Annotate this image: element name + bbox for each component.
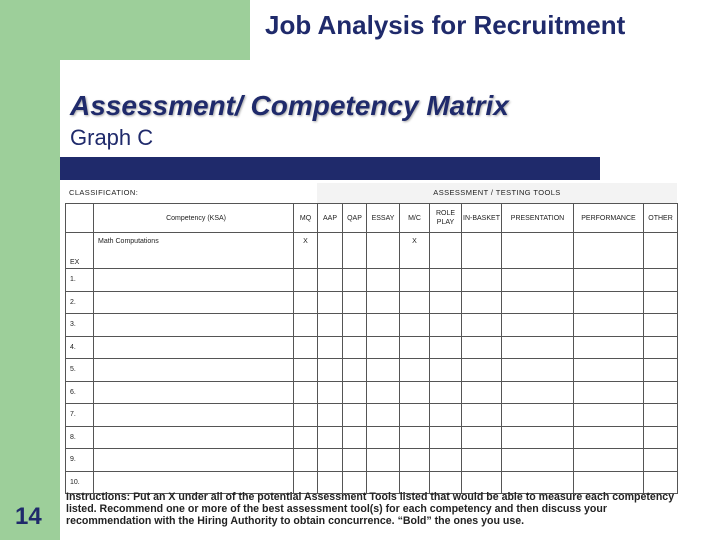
tool-cell[interactable] [462,269,502,292]
tool-cell[interactable] [294,449,318,472]
tool-cell[interactable] [318,449,343,472]
tool-cell[interactable] [644,381,678,404]
matrix-row [66,404,678,427]
example-mark-other[interactable] [644,233,678,269]
row-number: 9. [66,449,94,472]
example-row [66,233,678,269]
row-number: 4. [66,336,94,359]
competency-matrix [65,183,677,488]
tool-cell[interactable] [400,426,430,449]
competency-cell[interactable] [94,359,294,382]
tool-header-presentation: PRESENTATION [502,204,574,233]
matrix-table [65,203,678,494]
row-number: 2. [66,291,94,314]
tool-header-role-play: ROLE PLAY [430,204,462,233]
tool-cell[interactable] [574,449,644,472]
tool-cell[interactable] [318,336,343,359]
matrix-row [66,269,678,292]
tool-cell[interactable] [462,359,502,382]
matrix-row [66,426,678,449]
page-number: 14 [15,503,42,530]
slide-title: Job Analysis for Recruitment [265,10,626,40]
tool-cell[interactable] [294,381,318,404]
tool-cell[interactable] [430,426,462,449]
example-mark-presentation[interactable] [502,233,574,269]
tool-cell[interactable] [400,359,430,382]
tool-cell[interactable] [502,336,574,359]
competency-cell[interactable] [94,426,294,449]
tool-cell[interactable] [644,404,678,427]
tool-header-qap: QAP [343,204,367,233]
example-mark-in-basket[interactable] [462,233,502,269]
green-side-block [0,60,60,540]
matrix-row [66,314,678,337]
matrix-row [66,336,678,359]
tool-cell[interactable] [294,269,318,292]
tool-cell[interactable] [644,291,678,314]
tool-cell[interactable] [462,404,502,427]
tool-cell[interactable] [400,449,430,472]
tool-cell[interactable] [502,426,574,449]
tool-cell[interactable] [502,404,574,427]
tool-cell[interactable] [367,336,400,359]
tool-cell[interactable] [343,404,367,427]
tool-cell[interactable] [294,404,318,427]
tool-cell[interactable] [294,336,318,359]
tool-cell[interactable] [400,404,430,427]
tool-cell[interactable] [318,269,343,292]
tool-cell[interactable] [367,314,400,337]
tool-cell[interactable] [574,381,644,404]
example-mark-performance[interactable] [574,233,644,269]
tool-cell[interactable] [343,359,367,382]
tool-cell[interactable] [400,291,430,314]
tool-cell[interactable] [294,314,318,337]
tool-cell[interactable] [574,291,644,314]
tool-cell[interactable] [343,381,367,404]
competency-cell[interactable] [94,381,294,404]
header-blank-cell [66,204,94,233]
tool-cell[interactable] [343,314,367,337]
tool-cell[interactable] [574,404,644,427]
tool-cell[interactable] [574,336,644,359]
instructions-text: Instructions: Put an X under all of the potential Assessment Tools listed that would be able to measure each competency listed. Recommend one or more of the best assessment tool(s) for each competency and then discuss your recommendation with the Hiring Authority to obtain concurrence. “Bold” the ones you use. [66,491,675,527]
tool-cell[interactable] [644,314,678,337]
tool-cell[interactable] [462,381,502,404]
row-number: 1. [66,269,94,292]
tool-cell[interactable] [502,269,574,292]
tool-cell[interactable] [644,269,678,292]
row-number: 7. [66,404,94,427]
competency-header: Competency (KSA) [94,204,294,233]
tool-cell[interactable] [430,404,462,427]
green-header-block [0,0,250,60]
tool-cell[interactable] [343,449,367,472]
tool-cell[interactable] [644,426,678,449]
tool-cell[interactable] [294,291,318,314]
tool-cell[interactable] [294,359,318,382]
tool-header-other: OTHER [644,204,678,233]
tool-cell[interactable] [343,336,367,359]
tool-cell[interactable] [318,291,343,314]
tool-cell[interactable] [644,449,678,472]
tool-cell[interactable] [574,359,644,382]
tool-cell[interactable] [502,359,574,382]
example-mark-role-play[interactable] [430,233,462,269]
tool-cell[interactable] [430,359,462,382]
tool-header-aap: AAP [318,204,343,233]
tool-cell[interactable] [462,314,502,337]
row-number: 8. [66,426,94,449]
tool-cell[interactable] [367,404,400,427]
tool-cell[interactable] [574,426,644,449]
tool-cell[interactable] [574,314,644,337]
tool-cell[interactable] [400,381,430,404]
tool-cell[interactable] [462,426,502,449]
slide-subtitle: Assessment/ Competency Matrix [70,90,509,121]
tool-header-performance: PERFORMANCE [574,204,644,233]
tool-cell[interactable] [400,269,430,292]
example-mark-mq[interactable]: X [294,233,318,269]
tool-cell[interactable] [318,426,343,449]
title-underline-bar [60,157,600,180]
tool-cell[interactable] [367,269,400,292]
row-number: 6. [66,381,94,404]
matrix-row [66,291,678,314]
example-mark-qap[interactable] [343,233,367,269]
tool-cell[interactable] [502,314,574,337]
example-label-cell [66,233,94,269]
row-number: 5. [66,359,94,382]
tool-cell[interactable] [574,269,644,292]
tool-cell[interactable] [502,291,574,314]
example-mark-mc[interactable]: X [400,233,430,269]
tool-cell[interactable] [502,381,574,404]
tool-cell[interactable] [430,314,462,337]
graph-label: Graph C [70,125,154,150]
tool-cell[interactable] [400,336,430,359]
tool-header-mq: MQ [294,204,318,233]
tool-cell[interactable] [430,336,462,359]
example-mark-aap[interactable] [318,233,343,269]
tool-cell[interactable] [430,449,462,472]
tool-cell[interactable] [430,381,462,404]
tool-cell[interactable] [367,449,400,472]
example-mark-essay[interactable] [367,233,400,269]
tool-cell[interactable] [462,336,502,359]
competency-cell[interactable] [94,404,294,427]
tool-cell[interactable] [343,269,367,292]
example-competency: Math Computations [94,233,294,269]
tool-cell[interactable] [367,426,400,449]
tool-cell[interactable] [367,359,400,382]
tool-cell[interactable] [367,291,400,314]
competency-cell[interactable] [94,449,294,472]
matrix-row [66,359,678,382]
tool-cell[interactable] [318,359,343,382]
tool-cell[interactable] [294,426,318,449]
tool-cell[interactable] [462,291,502,314]
competency-cell[interactable] [94,291,294,314]
matrix-header-row [66,204,678,233]
tool-cell[interactable] [644,336,678,359]
competency-cell[interactable] [94,269,294,292]
tool-cell[interactable] [343,426,367,449]
classification-label: CLASSIFICATION: [65,183,319,203]
matrix-row [66,381,678,404]
tool-cell[interactable] [367,381,400,404]
tool-header-in-basket: IN-BASKET [462,204,502,233]
tool-cell[interactable] [462,449,502,472]
matrix-row [66,449,678,472]
tool-header-essay: ESSAY [367,204,400,233]
tool-cell[interactable] [400,314,430,337]
example-label: EX [70,258,80,266]
tool-cell[interactable] [318,314,343,337]
tool-cell[interactable] [343,291,367,314]
competency-cell[interactable] [94,336,294,359]
tool-header-mc: M/C [400,204,430,233]
tool-cell[interactable] [318,381,343,404]
row-number: 10. [66,471,94,494]
tool-cell[interactable] [318,404,343,427]
tool-cell[interactable] [502,449,574,472]
tool-cell[interactable] [430,269,462,292]
tool-cell[interactable] [644,359,678,382]
assessment-tools-label: ASSESSMENT / TESTING TOOLS [317,183,677,203]
row-number: 3. [66,314,94,337]
tool-cell[interactable] [430,291,462,314]
competency-cell[interactable] [94,314,294,337]
